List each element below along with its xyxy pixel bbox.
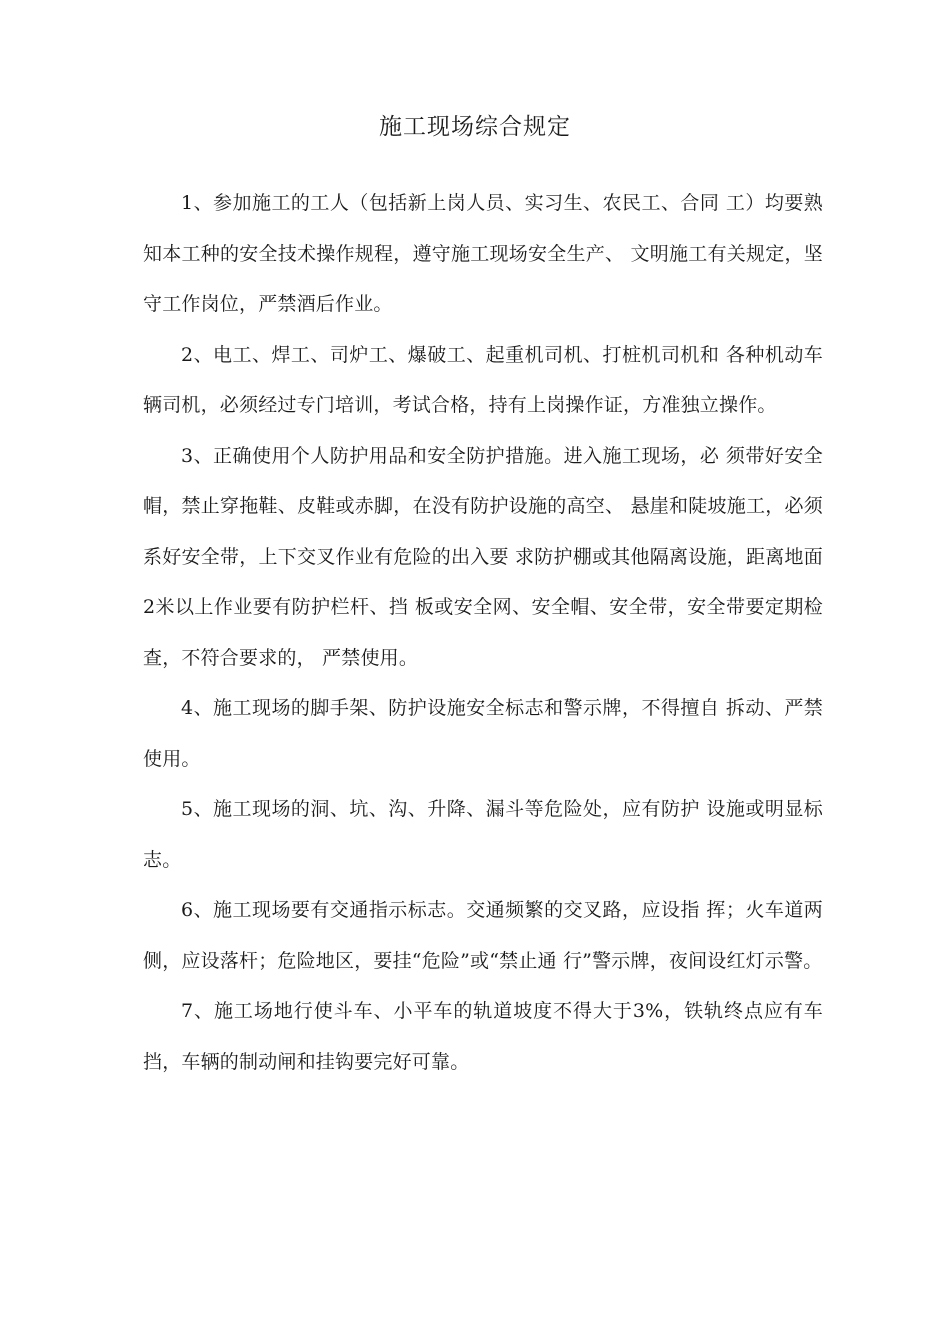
paragraph-2: 2、电工、焊工、司炉工、爆破工、起重机司机、打桩机司机和 各种机动车辆司机，必须经过专门培训，考试合格，持有上岗操作证，方准独立操作。 [143, 343, 823, 416]
paragraph-1: 1、参加施工的工人（包括新上岗人员、实习生、农民工、合同 工）均要熟知本工种的安全技术操作规程，遵守施工现场安全生产、 文明施工有关规定，坚守工作岗位，严禁酒后作业。 [143, 192, 823, 315]
paragraph-7: 7、施工场地行使斗车、小平车的轨道坡度不得大于3%，铁轨终点应有车挡，车辆的制动闸和挂钩要完好可靠。 [143, 1000, 823, 1073]
paragraph-5: 5、施工现场的洞、坑、沟、升降、漏斗等危险处，应有防护 设施或明显标志。 [143, 798, 823, 871]
paragraph-6: 6、施工现场要有交通指示标志。交通频繁的交叉路，应设指 挥；火车道两侧，应设落杆；危险地区，要挂“危险”或“禁止通 行”警示牌，夜间设红灯示警。 [143, 899, 823, 972]
paragraph-4: 4、施工现场的脚手架、防护设施安全标志和警示牌，不得擅自 拆动、严禁使用。 [143, 697, 823, 770]
paragraph-3: 3、正确使用个人防护用品和安全防护措施。进入施工现场，必 须带好安全帽，禁止穿拖鞋、皮鞋或赤脚，在没有防护设施的高空、 悬崖和陡坡施工，必须系好安全带，上下交叉作业有危险的出入要 求防护棚或其他隔离设施，距离地面2米以上作业要有防护栏杆、挡 板或安全网、安全帽、安全带，安全带要定期检查，不符合要求的， 严禁使用。 [143, 444, 823, 669]
document-title: 施工现场综合规定 [379, 114, 571, 140]
document-body [143, 178, 823, 1087]
